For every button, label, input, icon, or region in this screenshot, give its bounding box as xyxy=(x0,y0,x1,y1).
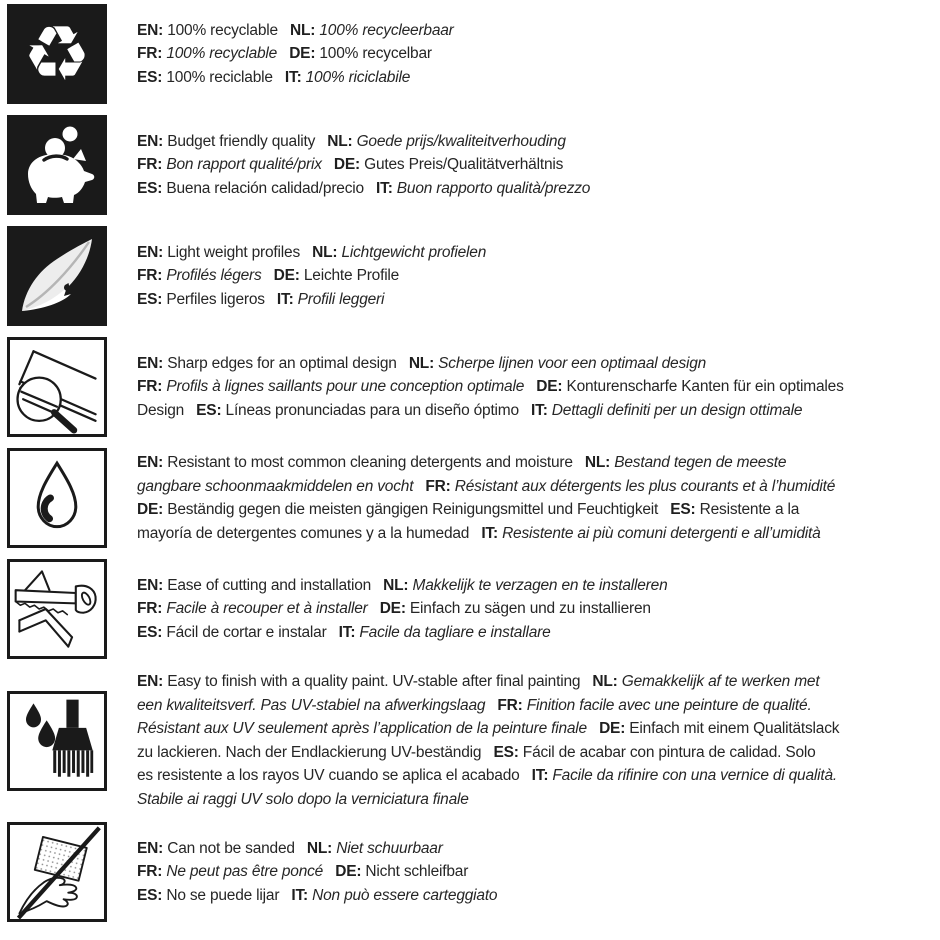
language-label: NL: xyxy=(312,243,342,261)
water-droplet-icon xyxy=(7,448,107,548)
language-label: EN: xyxy=(137,21,168,39)
text-segment: IT: Facile da tagliare e installare xyxy=(338,623,551,641)
text-segment: EN: Budget friendly quality xyxy=(137,132,316,150)
text-segment: DE: Beständig gegen die meisten gängigen Reinigungsmittel und Feuchtigkeit xyxy=(137,501,659,518)
text-line xyxy=(137,670,937,694)
language-label: NL: xyxy=(408,354,439,372)
text-line xyxy=(137,177,937,201)
language-label: IT: xyxy=(531,767,553,784)
feature-text xyxy=(137,19,937,90)
text-segment: FR: Profils à lignes saillants pour une conception optimale xyxy=(137,378,525,396)
text-segment: Résistant aux UV seulement après l’application de la peinture finale xyxy=(137,720,587,737)
text-segment: IT: 100% riciclabile xyxy=(284,68,411,86)
language-label: ES: xyxy=(196,401,226,419)
paint-brush-icon xyxy=(7,691,107,791)
language-label: IT: xyxy=(481,524,503,542)
text-segment: NL: Scherpe lijnen voor een optimaal design xyxy=(408,354,707,372)
text-segment: es resistente a los rayos UV cuando se aplica el acabado xyxy=(137,767,520,784)
text-segment: FR: Ne peut pas être poncé xyxy=(137,863,324,881)
text-segment: NL: Goede prijs/kwaliteitverhouding xyxy=(327,132,566,150)
language-label: IT: xyxy=(338,623,360,641)
feature-text xyxy=(137,670,937,811)
language-label: DE: xyxy=(599,720,630,737)
piggy-bank-icon xyxy=(7,115,107,215)
language-label: FR: xyxy=(137,600,167,618)
language-label: FR: xyxy=(497,696,527,714)
text-segment: ES: No se puede lijar xyxy=(137,886,280,904)
sharp-edges-icon xyxy=(7,337,107,437)
language-label: EN: xyxy=(137,839,168,857)
language-label: FR: xyxy=(137,156,167,174)
text-line xyxy=(137,741,937,765)
text-segment: EN: Resistant to most common cleaning detergents and moisture xyxy=(137,454,573,471)
feature-text xyxy=(137,837,937,908)
text-line xyxy=(137,788,937,812)
language-label: IT: xyxy=(284,68,306,86)
text-line xyxy=(137,66,937,90)
text-segment: FR: Finition facile avec une peinture de qualité. xyxy=(497,696,812,714)
language-label: EN: xyxy=(137,354,168,372)
feature-row-budget xyxy=(7,115,940,215)
text-line xyxy=(137,860,937,884)
language-label: ES: xyxy=(493,743,523,761)
text-line xyxy=(137,451,937,475)
text-segment: Design xyxy=(137,401,185,419)
text-segment: ES: Fácil de acabar con pintura de calidad. Solo xyxy=(493,743,816,761)
feather-icon xyxy=(7,226,107,326)
text-segment: zu lackieren. Nach der Endlackierung UV-beständig xyxy=(137,743,482,761)
language-label: NL: xyxy=(383,576,413,594)
text-segment: IT: Non può essere carteggiato xyxy=(291,886,498,904)
no-sanding-icon xyxy=(7,822,107,922)
language-label: ES: xyxy=(137,290,167,308)
feature-text xyxy=(137,241,937,312)
text-segment: ES: Perfiles ligeros xyxy=(137,290,265,308)
language-label: IT: xyxy=(276,290,298,308)
language-label: DE: xyxy=(536,378,567,396)
feature-text xyxy=(137,574,937,645)
text-segment: DE: 100% recycelbar xyxy=(289,45,432,63)
language-label: ES: xyxy=(670,501,700,518)
text-line xyxy=(137,694,937,718)
language-label: ES: xyxy=(137,886,167,904)
language-label: DE: xyxy=(379,600,410,618)
language-label: EN: xyxy=(137,576,168,594)
feature-row-no-sanding xyxy=(7,822,940,922)
text-segment: NL: Gemakkelijk af te werken met xyxy=(592,673,820,690)
text-line xyxy=(137,130,937,154)
text-line xyxy=(137,837,937,861)
text-segment: DE: Gutes Preis/Qualitätverhältnis xyxy=(333,156,564,174)
text-line xyxy=(137,764,937,788)
text-segment: DE: Leichte Profile xyxy=(273,267,400,285)
text-segment: IT: Facile da rifinire con una vernice di qualità. xyxy=(531,767,838,784)
text-segment: NL: Makkelijk te verzagen en te installeren xyxy=(383,576,668,594)
text-line xyxy=(137,498,937,522)
language-label: DE: xyxy=(289,45,320,63)
language-label: DE: xyxy=(335,863,366,881)
text-line xyxy=(137,884,937,908)
text-segment: DE: Einfach mit einem Qualitätslack xyxy=(599,720,840,737)
language-label: EN: xyxy=(137,132,168,150)
feature-row-lightweight xyxy=(7,226,940,326)
text-segment: FR: Profilés légers xyxy=(137,267,262,285)
language-label: IT: xyxy=(291,886,313,904)
feature-row-cutting xyxy=(7,559,940,659)
language-label: EN: xyxy=(137,454,168,471)
text-segment: FR: Bon rapport qualité/prix xyxy=(137,156,322,174)
text-segment: DE: Nicht schleifbar xyxy=(335,863,469,881)
language-label: ES: xyxy=(137,68,167,86)
language-label: FR: xyxy=(425,477,455,495)
text-segment: ES: Resistente a la xyxy=(670,501,800,518)
text-segment: IT: Profili leggeri xyxy=(276,290,385,308)
text-line xyxy=(137,621,937,645)
text-segment: EN: Can not be sanded xyxy=(137,839,295,857)
text-segment: IT: Resistente ai più comuni detergenti e all’umidità xyxy=(481,524,821,542)
feature-row-moisture xyxy=(7,448,940,548)
text-segment: EN: Sharp edges for an optimal design xyxy=(137,354,397,372)
feature-row-recyclable xyxy=(7,4,940,104)
text-segment: FR: Résistant aux détergents les plus courants et à l’humidité xyxy=(425,477,836,495)
text-line xyxy=(137,42,937,66)
text-segment: NL: 100% recycleerbaar xyxy=(290,21,454,39)
feature-text xyxy=(137,451,937,545)
text-segment: Stabile ai raggi UV solo dopo la verniciatura finale xyxy=(137,790,469,808)
language-label: FR: xyxy=(137,45,167,63)
text-segment: DE: Konturenscharfe Kanten für ein optimales xyxy=(536,378,844,396)
text-segment: EN: Easy to finish with a quality paint. UV-stable after final painting xyxy=(137,673,581,690)
text-segment: FR: Facile à recouper et à installer xyxy=(137,600,368,618)
text-segment: IT: Buon rapporto qualità/prezzo xyxy=(376,179,591,197)
feature-row-painting xyxy=(7,670,940,811)
language-label: FR: xyxy=(137,267,167,285)
language-label: IT: xyxy=(531,401,552,419)
language-label: FR: xyxy=(137,863,167,881)
text-line xyxy=(137,574,937,598)
text-segment: gangbare schoonmaakmiddelen en vocht xyxy=(137,477,414,495)
text-segment: EN: 100% recyclable xyxy=(137,21,278,39)
text-segment: een kwaliteitsverf. Pas UV-stabiel na afwerkingslaag xyxy=(137,696,486,714)
text-line xyxy=(137,717,937,741)
language-label: ES: xyxy=(137,623,167,641)
language-label: FR: xyxy=(137,378,167,396)
recycle-glyph: ♻ xyxy=(22,9,92,98)
language-label: DE: xyxy=(273,267,304,285)
text-line xyxy=(137,375,937,399)
text-segment: IT: Dettagli definiti per un design ottimale xyxy=(531,401,803,419)
text-line xyxy=(137,153,937,177)
language-label: DE: xyxy=(333,156,365,174)
text-line xyxy=(137,522,937,546)
text-line xyxy=(137,264,937,288)
language-label: NL: xyxy=(327,132,357,150)
text-segment: ES: Líneas pronunciadas para un diseño óptimo xyxy=(196,401,519,419)
text-segment: NL: Lichtgewicht profielen xyxy=(312,243,487,261)
language-label: ES: xyxy=(137,179,167,197)
text-segment: FR: 100% recyclable xyxy=(137,45,278,63)
saw-icon xyxy=(7,559,107,659)
language-label: NL: xyxy=(584,454,615,471)
text-segment: EN: Light weight profiles xyxy=(137,243,300,261)
text-segment: DE: Einfach zu sägen und zu installieren xyxy=(379,600,651,618)
text-segment: ES: Fácil de cortar e instalar xyxy=(137,623,327,641)
text-line xyxy=(137,475,937,499)
text-segment: mayoría de detergentes comunes y a la humedad xyxy=(137,524,470,542)
language-label: EN: xyxy=(137,243,168,261)
feature-text xyxy=(137,352,937,423)
text-line xyxy=(137,352,937,376)
language-label: DE: xyxy=(137,501,168,518)
text-segment: NL: Niet schuurbaar xyxy=(306,839,443,857)
feature-text xyxy=(137,130,937,201)
text-segment: EN: Ease of cutting and installation xyxy=(137,576,372,594)
language-label: NL: xyxy=(290,21,320,39)
language-label: NL: xyxy=(592,673,622,690)
language-label: EN: xyxy=(137,673,168,690)
text-line xyxy=(137,19,937,43)
recycle-icon xyxy=(7,4,107,104)
language-label: NL: xyxy=(306,839,337,857)
text-segment: NL: Bestand tegen de meeste xyxy=(584,454,787,471)
text-line xyxy=(137,288,937,312)
feature-row-sharp-edges xyxy=(7,337,940,437)
text-segment: ES: Buena relación calidad/precio xyxy=(137,179,364,197)
text-line xyxy=(137,399,937,423)
text-line xyxy=(137,597,937,621)
language-label: IT: xyxy=(376,179,397,197)
text-line xyxy=(137,241,937,265)
text-segment: ES: 100% reciclable xyxy=(137,68,273,86)
